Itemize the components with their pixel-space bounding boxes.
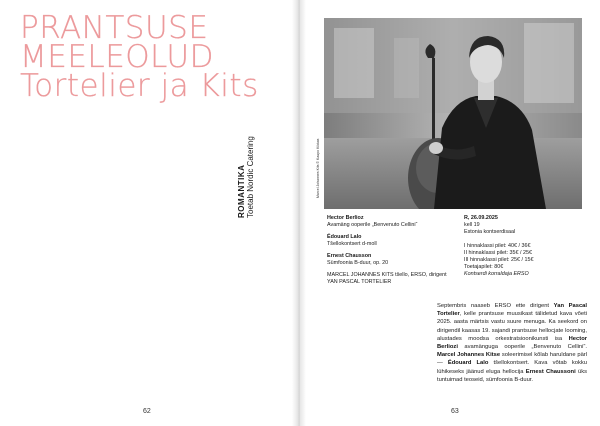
page-number-left: 62: [143, 408, 151, 415]
cellist-photo: [324, 18, 582, 209]
title-line-2: MEELEOLUD: [20, 39, 214, 75]
composer-name: Édouard Lalo: [327, 234, 362, 240]
concert-info: [464, 215, 582, 278]
composer-name: Ernest Chausson: [327, 253, 372, 259]
composer-name: Hector Berliozi: [437, 335, 587, 351]
ticket-price: II hinnaklassi pilet: 35€ / 25€: [464, 250, 533, 256]
body-text: tšellokontsert. Kava võtab kokku lühikeseks jäänud eluga hellocija: [437, 360, 587, 375]
composer-name: Ernest Chaussoni: [525, 368, 576, 375]
photo-credit: Marcel Johannes Kits © Kaupo Kikkas: [316, 138, 320, 198]
article-body: [437, 302, 587, 384]
body-text: soleerimisel kõlab haruldane pärl —: [437, 352, 588, 367]
series-label-block: [237, 98, 255, 218]
program-list: [327, 215, 447, 286]
soloist-name: Marcel Johannes Kitse: [437, 352, 501, 359]
series-label: ROMANTIKA: [237, 164, 246, 218]
title-line-1: PRANTSUSE: [20, 10, 209, 46]
concert-venue: Estonia kontserdisaal: [464, 229, 516, 235]
program-item: [327, 215, 447, 229]
work-title: Avamäng ooperile „Benvenuto Cellini“: [327, 222, 418, 228]
composer-name: Hector Berlioz: [327, 215, 364, 221]
program-item: [327, 253, 447, 267]
composer-name: Édouard Lalo: [447, 360, 489, 367]
concert-time: kell 19: [464, 222, 480, 228]
ticket-price: I hinnaklassi pilet: 40€ / 36€: [464, 243, 531, 249]
body-text: üks tuntuimad teoseid, sümfoonia B-duur.: [437, 368, 588, 383]
title-line-3: Tortelier ja Kits: [20, 68, 259, 104]
work-title: Sümfoonia B-duur, op. 20: [327, 260, 389, 266]
ticket-price: Toetajapilet: 80€: [464, 264, 504, 270]
cellist-photo-graphic: [324, 18, 582, 209]
ticket-price: III hinnaklassi pilet: 25€ / 15€: [464, 257, 534, 263]
page-number-right: 63: [451, 408, 459, 415]
conductor-name: Yan Pascal Tortelier: [437, 303, 588, 318]
organizer: Kontserdi korraldaja ERSO: [464, 271, 529, 277]
concert-date: R, 26.09.2025: [464, 215, 498, 221]
page-title: [20, 10, 290, 104]
performers: MARCEL JOHANNES KITS tšello, ERSO, dirigent YAN PASCAL TORTELIER: [327, 272, 447, 285]
page-gutter: [292, 0, 306, 426]
body-text: , kelle prantsuse muusikast tälidetud kava võeti 2025. aasta märtsis vastu suure menuga. Ka seekord on dirigendil kaasas 19. sajandi prantsuse hellocjate looming, alustades moodsa orkestratsioonikunsti isa: [437, 311, 587, 342]
sponsor-label: Toetab Nordic Catering: [246, 136, 255, 218]
body-text: avamänguga ooperile „Benvenuto Cellini“.: [457, 344, 587, 351]
program-item: [327, 234, 447, 248]
body-text: Septembris naaseb ERSO ette dirigent: [437, 303, 554, 309]
work-title: Tšellokontsert d-moll: [327, 241, 377, 247]
left-page: [0, 0, 298, 426]
